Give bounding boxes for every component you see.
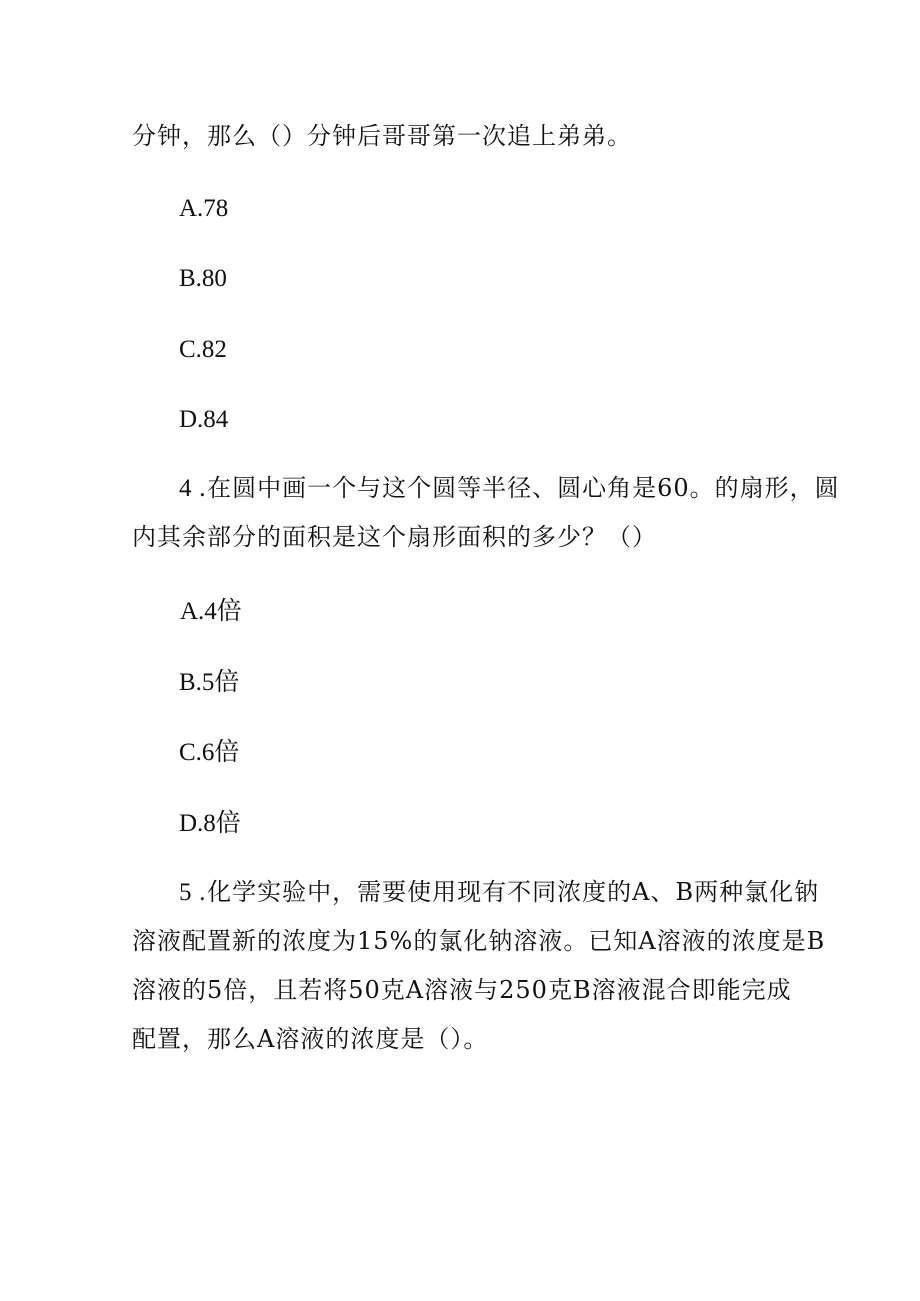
question-3-stem-line: 分钟，那么（）分钟后哥哥第一次追上弟弟。 [132,122,632,150]
question-4-stem-line-1 [179,472,840,505]
question-4-stem-text-1: .在圆中画一个与这个圆等半径、圆心角是60。的扇形，圆 [198,474,840,502]
question-5-number: 5 [179,879,193,906]
question-5-stem-line-1 [179,876,819,909]
question-4-stem-line-2: 内其余部分的面积是这个扇形面积的多少？（） [132,523,657,551]
question-5-stem-line-3: 溶液的5倍，且若将50克A溶液与250克B溶液混合即能完成 [132,976,792,1004]
question-3-option-c: C.82 [179,336,227,363]
question-5-stem-line-2: 溶液配置新的浓度为15%的氯化钠溶液。已知A溶液的浓度是B [132,927,826,955]
question-3-option-b: B.80 [179,265,227,292]
question-5-stem-line-4: 配置，那么A溶液的浓度是（）。 [132,1025,489,1053]
question-4-option-d: D.8倍 [179,810,241,837]
question-5-stem-text-1: .化学实验中，需要使用现有不同浓度的A、B两种氯化钠 [198,878,820,906]
question-3-option-a: A.78 [179,195,229,222]
question-3-option-d: D.84 [179,406,229,433]
question-4-option-a: A.4倍 [180,598,242,625]
question-4-option-b: B.5倍 [179,669,240,696]
question-4-number: 4 [179,475,193,502]
question-4-option-c: C.6倍 [179,739,240,766]
